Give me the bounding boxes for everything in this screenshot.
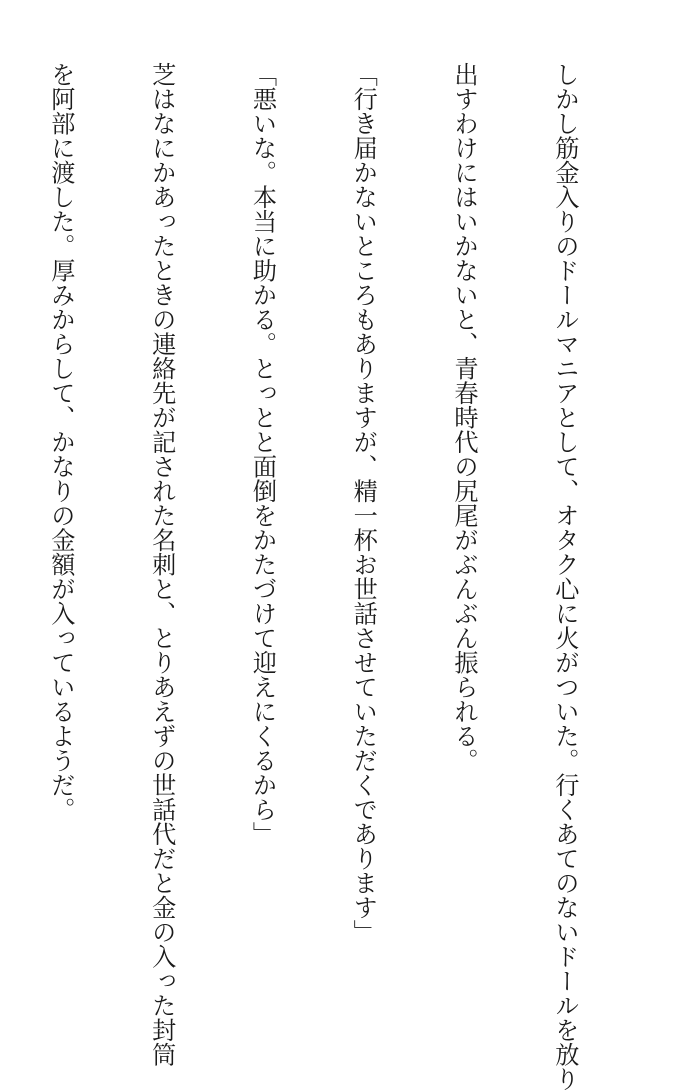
text-line-2: 出すわけにはいかないと、青春時代の尻尾がぶんぶん振られる。 [450, 62, 479, 773]
vertical-text-body [28, 62, 648, 1091]
text-line-6: を阿部に渡した。厚みからして、かなりの金額が入っているようだ。 [46, 62, 75, 822]
text-line-5: 芝はなにかあったときの連絡先が記された名刺と、とりあえずの世話代だと金の入った封筒 [147, 62, 176, 1067]
text-line-1: しかし筋金入りのドールマニアとして、オタク心に火がついた。行くあてのないドールを放り [550, 62, 579, 1091]
text-line-3: 「行き届かないところもありますが、精一杯お世話させていただくであります」 [349, 62, 378, 944]
text-line-4: 「悪いな。本当に助かる。とっとと面倒をかたづけて迎えにくるから」 [248, 62, 277, 846]
